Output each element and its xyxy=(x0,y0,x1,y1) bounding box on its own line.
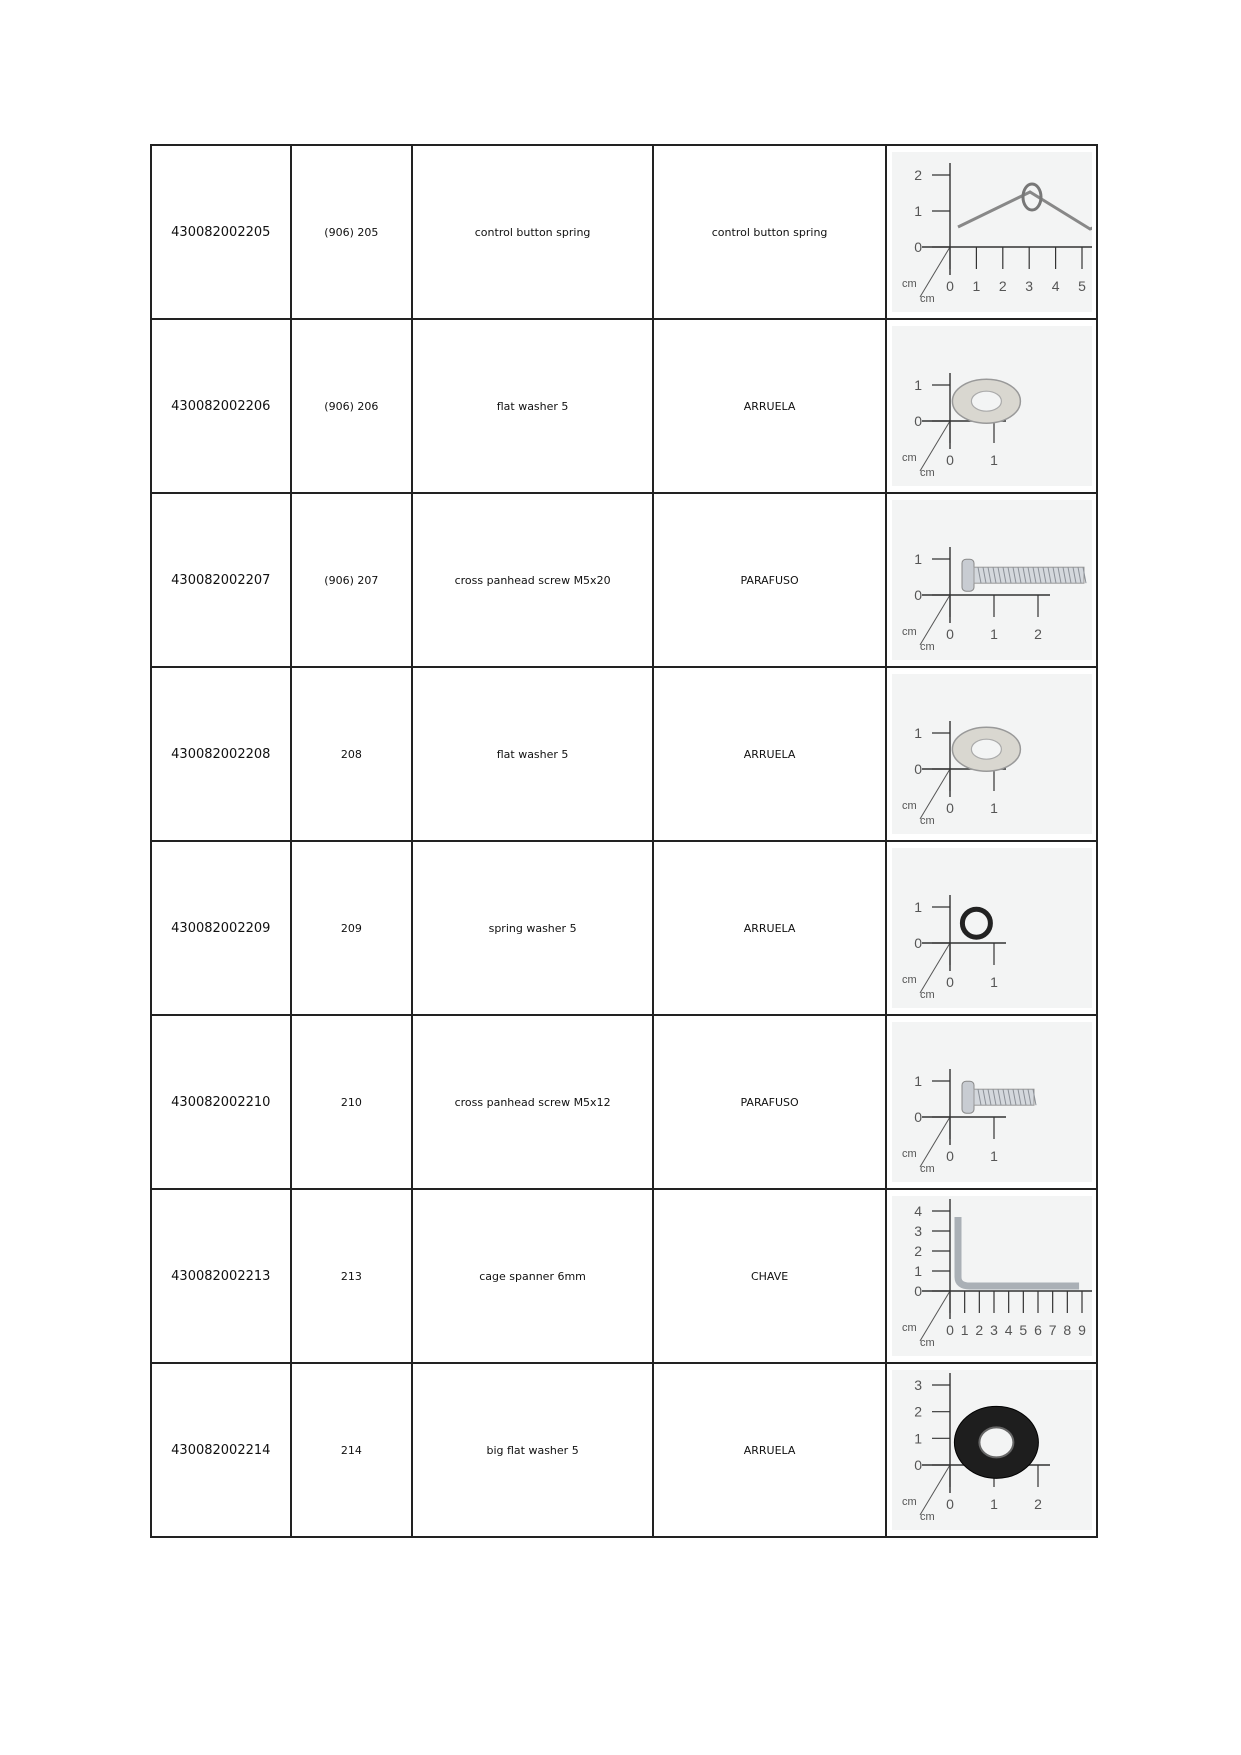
ruler-unit-label: cm xyxy=(919,815,935,827)
ruler-y-label: 3 xyxy=(913,1223,922,1239)
ruler-y-label: 0 xyxy=(913,1457,922,1473)
ruler-unit-label: cm xyxy=(919,989,935,1001)
part-code-cell: 430082002206 xyxy=(151,319,291,493)
ruler-x-label: 8 xyxy=(1062,1322,1071,1338)
ruler-x-label: 0 xyxy=(945,626,954,642)
description-pt-cell: CHAVE xyxy=(653,1189,886,1363)
ruler-x-label: 0 xyxy=(945,278,954,294)
part-photo xyxy=(892,1196,1092,1356)
table-row xyxy=(151,319,1097,493)
ruler-unit-label: cm xyxy=(919,467,935,479)
part-photo-cell xyxy=(886,667,1097,841)
part-photo xyxy=(892,848,1092,1008)
ruler-y-label: 0 xyxy=(913,935,922,951)
ruler-y-label: 1 xyxy=(913,1263,922,1279)
table-row xyxy=(151,1189,1097,1363)
part-photo xyxy=(892,674,1092,834)
ruler-x-label: 0 xyxy=(945,452,954,468)
table-row xyxy=(151,667,1097,841)
ruler-unit-label: cm xyxy=(919,293,935,305)
part-code-cell: 430082002214 xyxy=(151,1363,291,1537)
reference-cell: 213 xyxy=(291,1189,413,1363)
ruler-x-label: 4 xyxy=(1004,1322,1013,1338)
ruler-y-label: 1 xyxy=(913,551,922,567)
ruler-y-label: 0 xyxy=(913,413,922,429)
description-pt-cell: control button spring xyxy=(653,145,886,319)
description-en-cell: cage spanner 6mm xyxy=(412,1189,653,1363)
ruler-x-label: 1 xyxy=(989,1496,998,1512)
reference-cell: 209 xyxy=(291,841,413,1015)
reference-cell: 214 xyxy=(291,1363,413,1537)
ruler-unit-label: cm xyxy=(901,974,917,986)
ruler-unit-label: cm xyxy=(901,1148,917,1160)
ruler-y-label: 1 xyxy=(913,725,922,741)
part-code-cell: 430082002209 xyxy=(151,841,291,1015)
ruler-x-label: 2 xyxy=(1033,1496,1042,1512)
ruler-unit-label: cm xyxy=(901,1496,917,1508)
ruler-unit-label: cm xyxy=(919,1337,935,1349)
ruler-unit-label: cm xyxy=(901,278,917,290)
table-row xyxy=(151,493,1097,667)
ruler-y-label: 1 xyxy=(913,1073,922,1089)
ruler-x-label: 5 xyxy=(1018,1322,1027,1338)
reference-cell: 208 xyxy=(291,667,413,841)
description-en-cell: flat washer 5 xyxy=(412,319,653,493)
ruler-x-label: 0 xyxy=(945,800,954,816)
ruler-x-label: 0 xyxy=(945,1496,954,1512)
table-row xyxy=(151,841,1097,1015)
reference-cell: 210 xyxy=(291,1015,413,1189)
ruler-x-label: 4 xyxy=(1051,278,1060,294)
part-photo-cell xyxy=(886,145,1097,319)
description-pt-cell: ARRUELA xyxy=(653,841,886,1015)
part-photo xyxy=(892,152,1092,312)
ruler-unit-label: cm xyxy=(901,1322,917,1334)
ruler-y-label: 1 xyxy=(913,203,922,219)
part-photo-cell xyxy=(886,493,1097,667)
ruler-x-label: 3 xyxy=(989,1322,998,1338)
ruler-x-label: 0 xyxy=(945,1148,954,1164)
ruler-y-label: 1 xyxy=(913,377,922,393)
part-photo-cell xyxy=(886,841,1097,1015)
reference-cell: (906) 207 xyxy=(291,493,413,667)
ruler-unit-label: cm xyxy=(901,626,917,638)
ruler-x-label: 1 xyxy=(989,800,998,816)
description-pt-cell: PARAFUSO xyxy=(653,493,886,667)
description-en-cell: flat washer 5 xyxy=(412,667,653,841)
ruler-x-label: 3 xyxy=(1024,278,1033,294)
ruler-x-label: 0 xyxy=(945,1322,954,1338)
description-pt-cell: ARRUELA xyxy=(653,319,886,493)
ruler-y-label: 2 xyxy=(913,167,922,183)
ruler-y-label: 0 xyxy=(913,1109,922,1125)
part-code-cell: 430082002213 xyxy=(151,1189,291,1363)
ruler-y-label: 0 xyxy=(913,587,922,603)
ruler-y-label: 2 xyxy=(913,1243,922,1259)
ruler-y-label: 0 xyxy=(913,1283,922,1299)
description-pt-cell: PARAFUSO xyxy=(653,1015,886,1189)
ruler-unit-label: cm xyxy=(901,800,917,812)
ruler-x-label: 7 xyxy=(1048,1322,1057,1338)
big-washer-icon xyxy=(954,1406,1038,1478)
ruler-x-label: 2 xyxy=(974,1322,983,1338)
ruler-y-label: 0 xyxy=(913,761,922,777)
ruler-x-label: 6 xyxy=(1033,1322,1042,1338)
parts-table xyxy=(150,144,1098,1538)
part-photo xyxy=(892,1022,1092,1182)
ruler-x-label: 0 xyxy=(945,974,954,990)
ruler-x-label: 1 xyxy=(989,1148,998,1164)
ruler-x-label: 5 xyxy=(1077,278,1086,294)
flat-washer-icon xyxy=(952,727,1020,771)
reference-cell: (906) 206 xyxy=(291,319,413,493)
part-code-cell: 430082002207 xyxy=(151,493,291,667)
part-photo-cell xyxy=(886,1015,1097,1189)
part-photo-cell xyxy=(886,1189,1097,1363)
part-photo xyxy=(892,326,1092,486)
description-pt-cell: ARRUELA xyxy=(653,667,886,841)
table-row xyxy=(151,145,1097,319)
description-en-cell: control button spring xyxy=(412,145,653,319)
parts-table-body xyxy=(151,145,1097,1537)
description-en-cell: cross panhead screw M5x12 xyxy=(412,1015,653,1189)
ruler-unit-label: cm xyxy=(901,452,917,464)
flat-washer-icon xyxy=(952,379,1020,423)
ruler-unit-label: cm xyxy=(919,641,935,653)
ruler-y-label: 0 xyxy=(913,239,922,255)
ruler-unit-label: cm xyxy=(919,1511,935,1523)
ruler-x-label: 1 xyxy=(989,452,998,468)
photo-background xyxy=(892,152,1092,312)
description-en-cell: big flat washer 5 xyxy=(412,1363,653,1537)
reference-cell: (906) 205 xyxy=(291,145,413,319)
ruler-x-label: 2 xyxy=(998,278,1007,294)
part-photo-cell xyxy=(886,1363,1097,1537)
ruler-y-label: 1 xyxy=(913,1430,922,1447)
table-row xyxy=(151,1363,1097,1537)
ruler-y-label: 3 xyxy=(913,1377,922,1393)
ruler-x-label: 1 xyxy=(960,1322,969,1338)
table-row xyxy=(151,1015,1097,1189)
ruler-x-label: 1 xyxy=(989,626,998,642)
description-pt-cell: ARRUELA xyxy=(653,1363,886,1537)
part-code-cell: 430082002208 xyxy=(151,667,291,841)
ruler-y-label: 2 xyxy=(913,1403,922,1420)
description-en-cell: spring washer 5 xyxy=(412,841,653,1015)
part-photo-cell xyxy=(886,319,1097,493)
ruler-unit-label: cm xyxy=(919,1163,935,1175)
ruler-x-label: 1 xyxy=(972,278,980,294)
part-photo xyxy=(892,500,1092,660)
ruler-x-label: 9 xyxy=(1077,1322,1086,1338)
ruler-x-label: 2 xyxy=(1033,626,1042,642)
part-code-cell: 430082002210 xyxy=(151,1015,291,1189)
ruler-y-label: 4 xyxy=(913,1203,922,1219)
ruler-y-label: 1 xyxy=(913,899,922,915)
part-code-cell: 430082002205 xyxy=(151,145,291,319)
part-photo xyxy=(892,1370,1092,1530)
ruler-x-label: 1 xyxy=(989,974,998,990)
description-en-cell: cross panhead screw M5x20 xyxy=(412,493,653,667)
